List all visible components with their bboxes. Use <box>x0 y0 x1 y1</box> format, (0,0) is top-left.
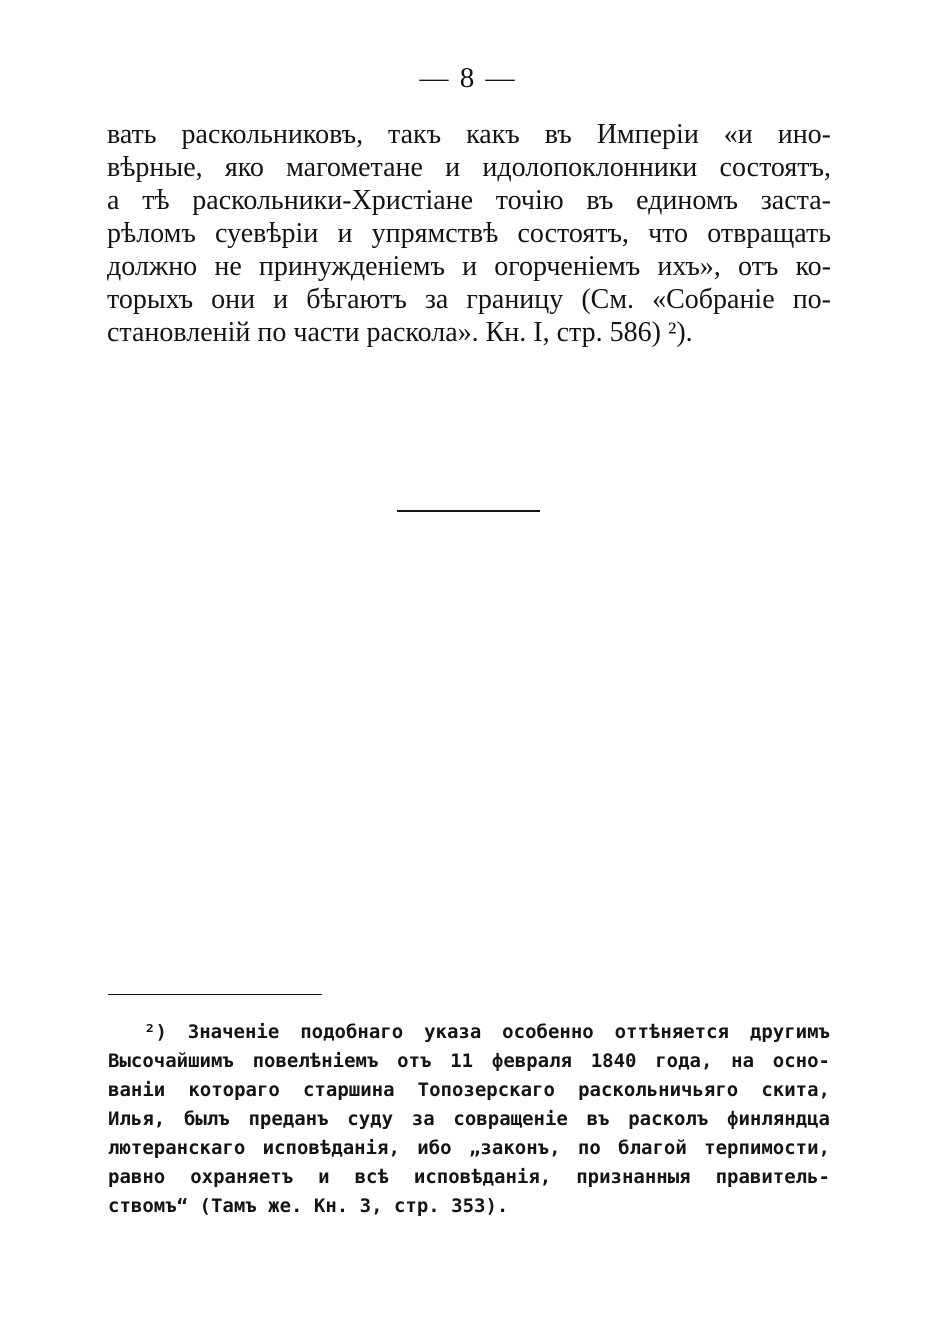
footnote-line: Высочайшимъ повелѣніемъ отъ 11 февраля 1840 года, на осно- <box>108 1050 830 1072</box>
footnote-line: ваніи котораго старшина Топозерскаго раскольничьяго скита, <box>108 1079 830 1101</box>
footnote-divider <box>108 994 322 995</box>
footnote-line: ствомъ“ (Тамъ же. Кн. 3, стр. 353). <box>108 1195 509 1217</box>
footnote <box>108 1018 830 1221</box>
footnote-line: ²) Значеніе подобнаго указа особенно оттѣняется другимъ <box>144 1021 830 1043</box>
page-number: — 8 — <box>419 62 517 94</box>
footnote-line: лютеранскаго исповѣданія, ибо „законъ, по благой терпимости, <box>108 1137 830 1159</box>
body-line: торыхъ они и бѣгаютъ за границу (См. «Собраніе по- <box>107 284 831 315</box>
body-line: должно не принужденіемъ и огорченіемъ ихъ», отъ ко- <box>107 251 831 282</box>
body-line: рѣломъ суевѣріи и упрямствѣ состоятъ, что отвращать <box>107 218 831 249</box>
footnote-line: Илья, былъ преданъ суду за совращеніе въ расколъ финляндца <box>108 1108 830 1130</box>
body-line: а тѣ раскольники-Христiане точiю въ единомъ заста- <box>107 185 831 216</box>
body-line: вать раскольниковъ, такъ какъ въ Имперіи «и ино- <box>107 119 831 150</box>
section-divider <box>397 510 540 512</box>
body-text <box>107 118 831 349</box>
footnote-line: равно охраняетъ и всѣ исповѣданія, признанныя правитель- <box>108 1166 830 1188</box>
body-line: вѣрные, яко магометане и идолопоклонники состоятъ, <box>107 152 831 183</box>
body-line: становленій по части раскола». Кн. I, стр. 586) ²). <box>107 317 693 348</box>
